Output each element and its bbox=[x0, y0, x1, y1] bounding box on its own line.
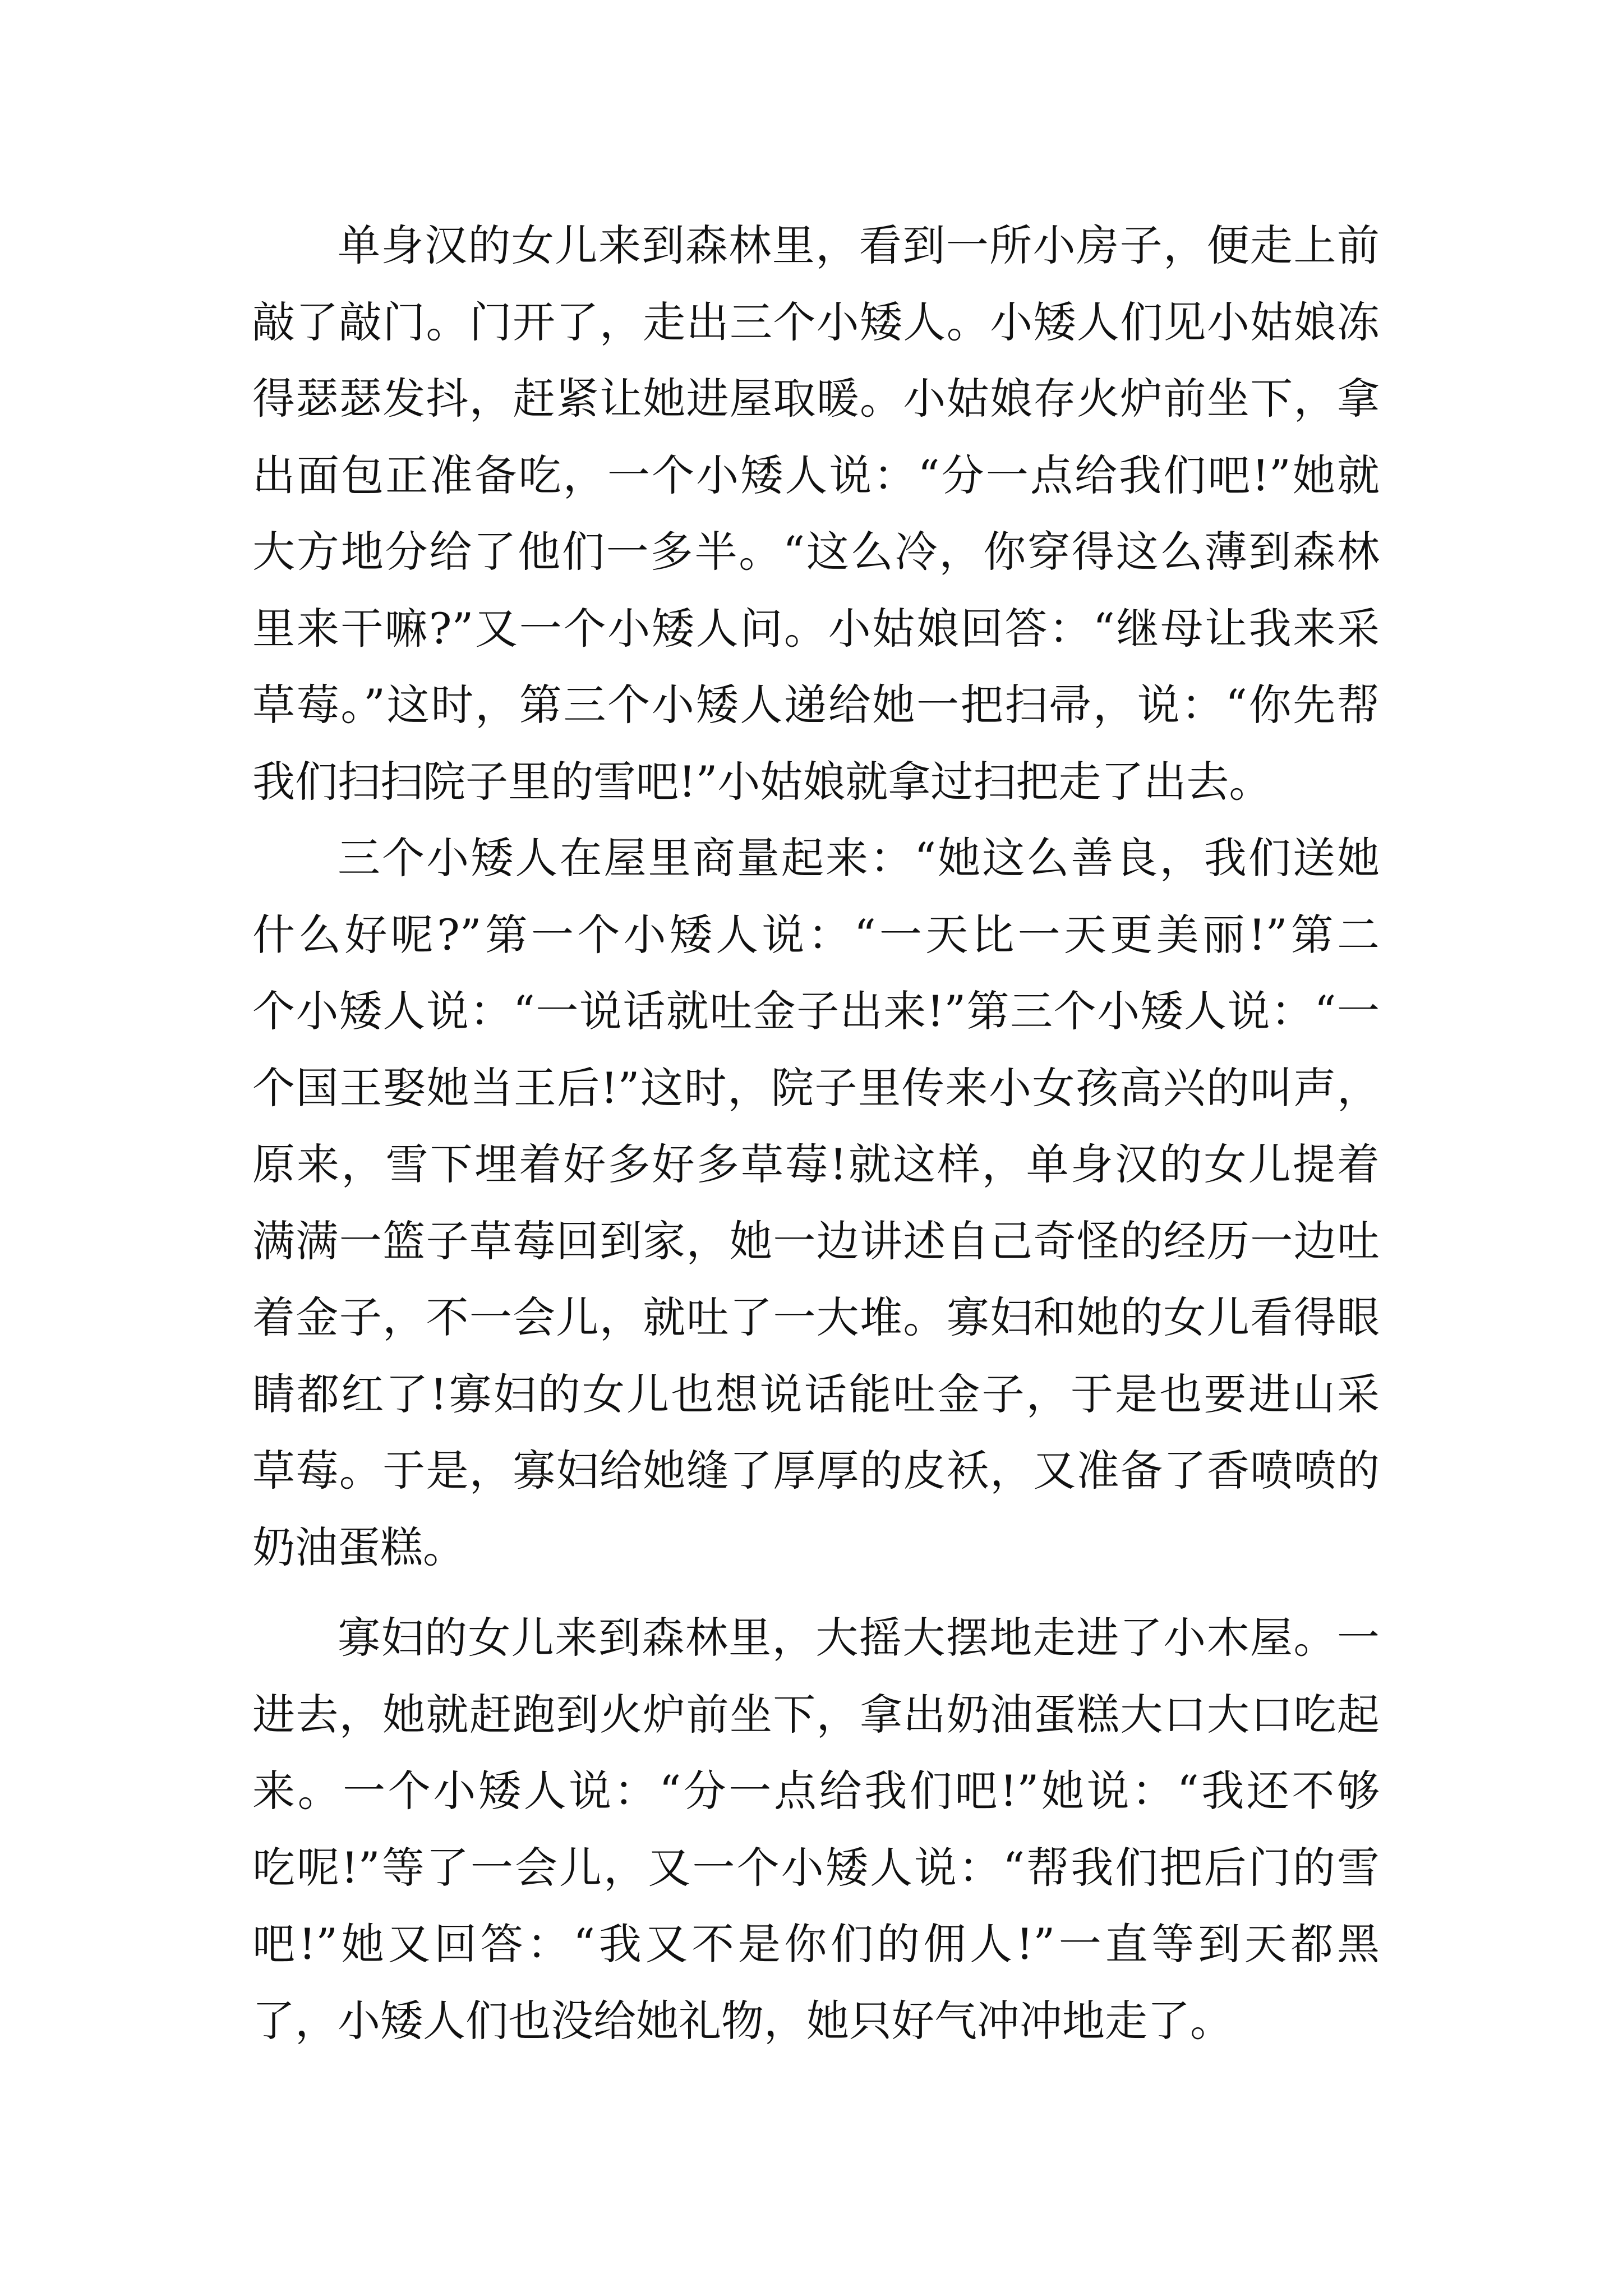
text-line: 草莓。于是，寡妇给她缝了厚厚的皮袄，又准备了香喷喷的 bbox=[252, 1446, 1380, 1496]
text-line: 来。一个小矮人说：“分一点给我们吧!”她说：“我还不够 bbox=[252, 1766, 1380, 1816]
document-body bbox=[252, 208, 1380, 2059]
text-line: 得瑟瑟发抖，赶紧让她进屋取暖。小姑娘存火炉前坐下，拿 bbox=[252, 374, 1380, 424]
text-line: 了，小矮人们也没给她礼物，她只好气冲冲地走了。 bbox=[252, 1995, 1233, 2046]
text-line: 什么好呢?”第一个小矮人说：“一天比一天更美丽!”第二 bbox=[252, 909, 1380, 960]
text-line: 出面包正准备吃，一个小矮人说：“分一点给我们吧!”她就 bbox=[252, 450, 1380, 500]
text-line: 奶油蛋糕。 bbox=[252, 1522, 465, 1572]
text-line: 大方地分给了他们一多半。“这么冷，你穿得这么薄到森林 bbox=[252, 527, 1380, 577]
paragraph-2 bbox=[252, 820, 1380, 1586]
text-line: 原来，雪下埋着好多好多草莓!就这样，单身汉的女儿提着 bbox=[252, 1139, 1380, 1189]
text-line: 我们扫扫院子里的雪吧!”小姑娘就拿过扫把走了出去。 bbox=[252, 756, 1272, 807]
paragraph-1 bbox=[252, 208, 1380, 820]
text-line: 单身汉的女儿来到森林里，看到一所小房子，便走上前 bbox=[338, 220, 1380, 270]
text-line: 吧!”她又回答：“我又不是你们的佣人!”一直等到天都黑 bbox=[252, 1919, 1380, 1969]
text-line: 里来干嘛?”又一个小矮人问。小姑娘回答：“继母让我来采 bbox=[252, 603, 1380, 654]
text-line: 草莓。”这时，第三个小矮人递给她一把扫帚，说：“你先帮 bbox=[252, 680, 1380, 730]
text-line: 寡妇的女儿来到森林里，大摇大摆地走进了小木屋。一 bbox=[338, 1613, 1380, 1663]
text-line: 着金子，不一会儿，就吐了一大堆。寡妇和她的女儿看得眼 bbox=[252, 1292, 1380, 1342]
text-line: 进去，她就赶跑到火炉前坐下，拿出奶油蛋糕大口大口吃起 bbox=[252, 1689, 1380, 1740]
paragraph-gap bbox=[252, 1586, 1380, 1600]
text-line: 满满一篮子草莓回到家，她一边讲述自己奇怪的经历一边吐 bbox=[252, 1216, 1380, 1266]
paragraph-3 bbox=[252, 1600, 1380, 2059]
text-line: 个小矮人说：“一说话就吐金子出来!”第三个小矮人说：“一 bbox=[252, 986, 1380, 1036]
text-line: 个国王娶她当王后!”这时，院子里传来小女孩高兴的叫声， bbox=[252, 1062, 1380, 1113]
text-line: 睛都红了!寡妇的女儿也想说话能吐金子，于是也要进山采 bbox=[252, 1369, 1380, 1419]
text-line: 吃呢!”等了一会儿，又一个小矮人说：“帮我们把后门的雪 bbox=[252, 1842, 1380, 1893]
text-line: 三个小矮人在屋里商量起来：“她这么善良，我们送她 bbox=[338, 833, 1380, 883]
text-line: 敲了敲门。门开了，走出三个小矮人。小矮人们见小姑娘冻 bbox=[252, 297, 1380, 347]
